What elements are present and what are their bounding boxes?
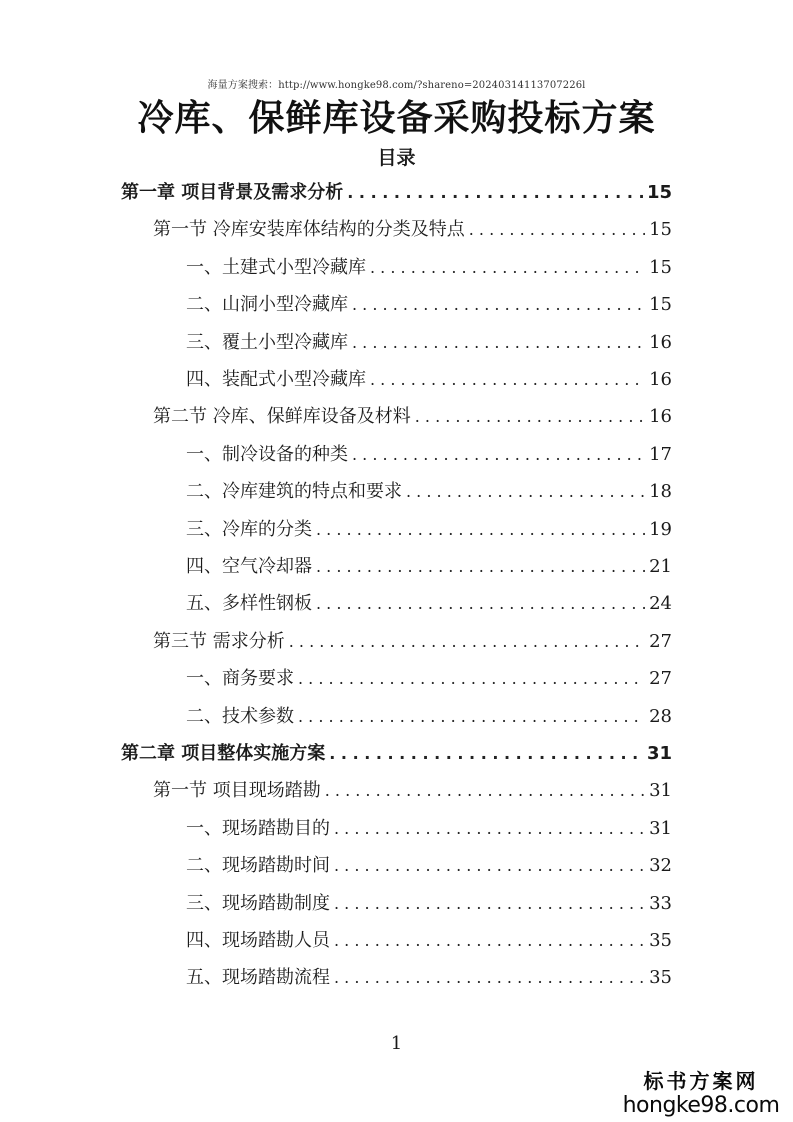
toc-dot-leader	[298, 702, 645, 732]
toc-dot-leader	[289, 627, 645, 657]
toc-entry-item[interactable]	[186, 664, 672, 694]
toc-entry-page: 15	[646, 182, 672, 203]
toc-entry-section[interactable]	[153, 776, 672, 806]
toc-entry-page: 16	[649, 406, 672, 428]
toc-heading: 目录	[377, 147, 416, 169]
toc-entry-item[interactable]	[186, 814, 672, 844]
toc-entry-section[interactable]	[153, 627, 672, 657]
toc-entry-label: 一、土建式小型冷藏库	[186, 256, 366, 278]
toc-dot-leader	[347, 178, 643, 208]
toc-entry-item[interactable]	[186, 889, 672, 919]
toc-entry-item[interactable]	[186, 515, 672, 545]
toc-entry-page: 27	[649, 630, 672, 652]
toc-entry-label: 二、现场踏勘时间	[186, 855, 330, 877]
toc-entry-page: 27	[649, 668, 672, 690]
toc-entry-page: 18	[649, 481, 672, 503]
toc-entry-label: 三、冷库的分类	[186, 518, 312, 540]
toc-dot-leader	[334, 851, 645, 881]
toc-dot-leader	[316, 589, 645, 619]
document-title: 冷库、保鲜库设备采购投标方案	[137, 98, 656, 139]
toc-entry-section[interactable]	[153, 215, 672, 245]
toc-entry-label: 二、山洞小型冷藏库	[186, 294, 348, 316]
toc-entry-page: 19	[649, 518, 672, 540]
toc-entry-label: 第二章 项目整体实施方案	[121, 743, 326, 764]
toc-entry-page: 24	[649, 593, 672, 615]
toc-entry-page: 31	[649, 780, 672, 802]
toc-entry-item[interactable]	[186, 477, 672, 507]
toc-entry-item[interactable]	[186, 440, 672, 470]
toc-entry-label: 二、技术参数	[186, 705, 294, 727]
toc-dot-leader	[406, 477, 645, 507]
toc-entry-label: 一、制冷设备的种类	[186, 443, 348, 465]
toc-entry-item[interactable]	[186, 365, 672, 395]
toc-entry-label: 二、冷库建筑的特点和要求	[186, 481, 402, 503]
toc-dot-leader	[316, 515, 645, 545]
toc-entry-page: 15	[649, 294, 672, 316]
toc-entry-page: 31	[649, 817, 672, 839]
toc-entry-page: 21	[649, 556, 672, 577]
toc-entry-label: 四、现场踏勘人员	[186, 930, 330, 951]
toc-entry-label: 一、现场踏勘目的	[186, 817, 330, 839]
toc-entry-page: 16	[649, 331, 672, 353]
toc-entry-label: 第一节 冷库安装库体结构的分类及特点	[153, 219, 465, 241]
toc-entry-label: 四、装配式小型冷藏库	[186, 369, 366, 390]
toc-entry-label: 四、空气冷却器	[186, 556, 312, 577]
toc-dot-leader	[370, 365, 645, 395]
toc-entry-item[interactable]	[186, 963, 672, 993]
toc-entry-label: 三、覆土小型冷藏库	[186, 331, 348, 353]
toc-dot-leader	[352, 290, 645, 320]
toc-entry-chapter[interactable]	[121, 739, 672, 769]
toc-entry-item[interactable]	[186, 328, 672, 358]
toc-dot-leader	[415, 402, 645, 432]
toc-entry-label: 三、现场踏勘制度	[186, 892, 330, 914]
toc-dot-leader	[334, 889, 645, 919]
source-line: 海量方案搜索：http://www.hongke98.com/?shareno=20240314113707226l	[207, 80, 586, 91]
watermark-url: hongke98.com	[622, 1093, 780, 1118]
toc-dot-leader	[316, 552, 645, 582]
toc-dot-leader	[469, 215, 645, 245]
toc-entry-page: 33	[649, 892, 672, 914]
toc-entry-item[interactable]	[186, 552, 672, 582]
toc-dot-leader	[352, 440, 645, 470]
watermark-logo	[621, 1069, 781, 1119]
toc-entry-page: 35	[649, 967, 672, 989]
toc-dot-leader	[329, 739, 643, 769]
toc-entry-item[interactable]	[186, 589, 672, 619]
toc-entry-label: 五、多样性钢板	[186, 593, 312, 615]
toc-entry-item[interactable]	[186, 253, 672, 283]
toc-entry-label: 一、商务要求	[186, 668, 294, 690]
toc-entry-label: 第一节 项目现场踏勘	[153, 780, 321, 802]
toc-entry-page: 16	[649, 369, 672, 390]
toc-entry-item[interactable]	[186, 851, 672, 881]
toc-entry-page: 31	[646, 743, 672, 764]
toc-entry-item[interactable]	[186, 702, 672, 732]
toc-dot-leader	[352, 328, 645, 358]
toc-dot-leader	[334, 926, 645, 956]
toc-entry-page: 32	[649, 855, 672, 877]
toc-entry-page: 35	[649, 930, 672, 951]
toc-entry-page: 17	[649, 443, 672, 465]
toc-entry-item[interactable]	[186, 926, 672, 956]
page-number: 1	[390, 1033, 403, 1054]
toc-entry-page: 15	[649, 219, 672, 241]
toc-dot-leader	[325, 776, 645, 806]
toc-entry-label: 第三节 需求分析	[153, 630, 285, 652]
toc-entry-label: 五、现场踏勘流程	[186, 967, 330, 989]
toc-entry-label: 第二节 冷库、保鲜库设备及材料	[153, 406, 411, 428]
toc-entry-item[interactable]	[186, 290, 672, 320]
toc-dot-leader	[334, 963, 645, 993]
toc-dot-leader	[298, 664, 645, 694]
toc-dot-leader	[334, 814, 645, 844]
toc-entry-section[interactable]	[153, 402, 672, 432]
watermark-name: 标书方案网	[643, 1069, 759, 1093]
toc-entry-chapter[interactable]	[121, 178, 672, 208]
toc-entry-page: 28	[649, 705, 672, 727]
toc-entry-page: 15	[649, 256, 672, 278]
toc-entry-label: 第一章 项目背景及需求分析	[121, 182, 344, 203]
toc-dot-leader	[370, 253, 645, 283]
